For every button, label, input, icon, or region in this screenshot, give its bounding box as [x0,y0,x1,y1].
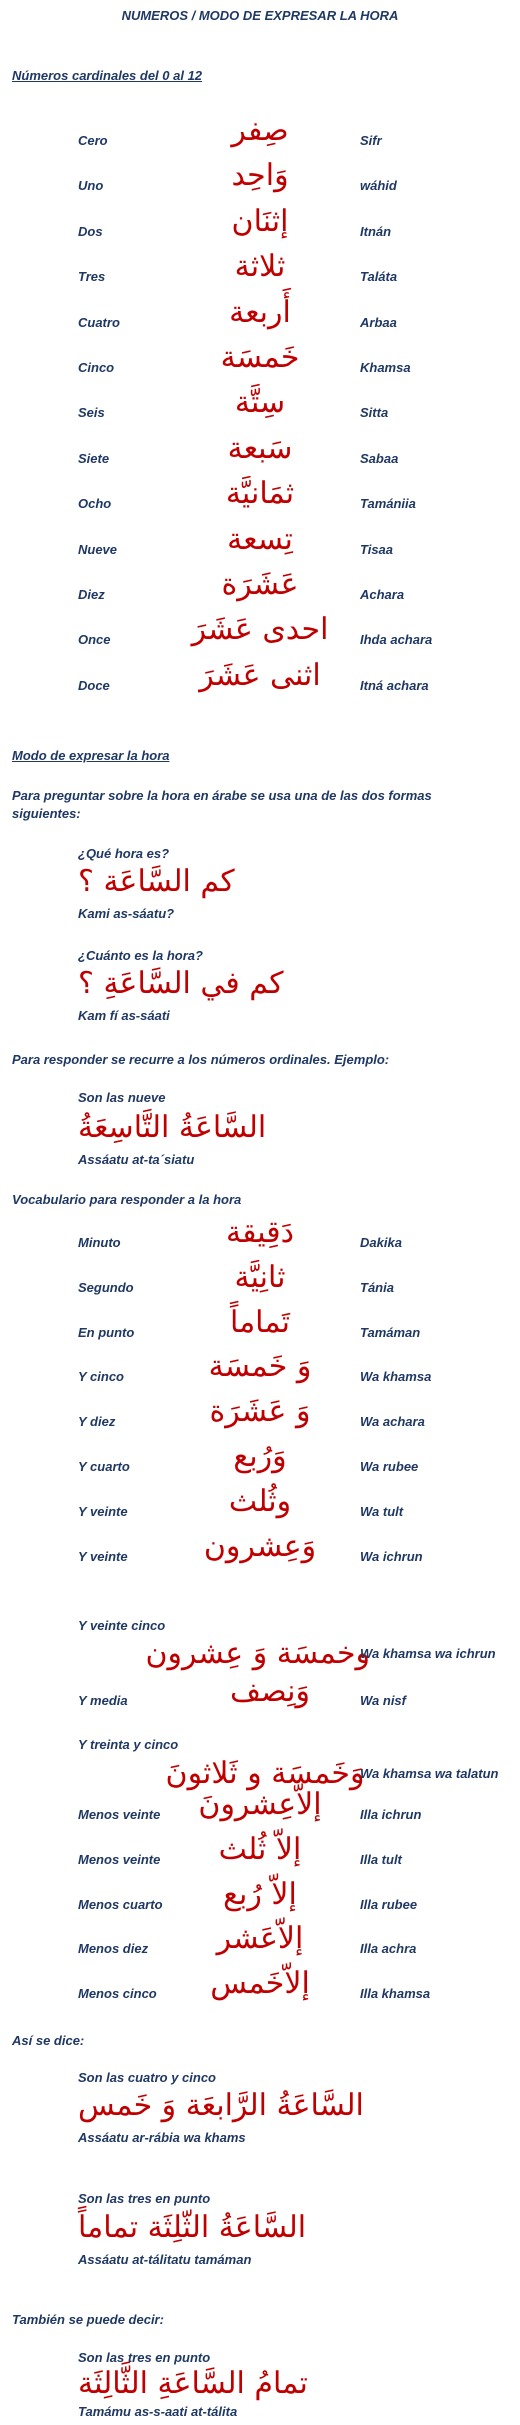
vocab-row-arabic: وَ خَمسَة [208,1349,312,1385]
number-row-arabic: صِفر [231,113,289,148]
number-row-translit: Itnán [360,223,392,239]
number-row-translit: Sabaa [360,450,399,466]
number-row-arabic: خَمسَة [220,340,300,375]
vocab-row-label: En punto [78,1324,135,1340]
menos-row-arabic: إلاّ رُبع [223,1876,297,1912]
question-1-translit: Kami as-sáatu? [78,906,175,921]
example-label: Son las nueve [78,1090,166,1105]
vocab-row-label: Segundo [78,1279,134,1295]
number-row-arabic: اثنى عَشَرَ [199,657,321,693]
tambien-arabic: تمامُ السَّاعَةِ الثَّالِثَة [78,2366,308,2401]
question-2-label: ¿Cuánto es la hora? [78,948,203,963]
vocab-row-arabic: وَ عَشَرَة [209,1394,311,1430]
number-row-label: Tres [78,269,106,285]
number-row-arabic: إثنَان [231,203,289,239]
vocab-row-label: Y diez [78,1414,116,1430]
respond-text: Para responder se recurre a los números ordinales. Ejemplo: [12,1052,390,1067]
tambien-label: Son las tres en punto [78,2350,211,2365]
tambien-heading: También se puede decir: [12,2312,164,2327]
number-row-label: Cero [78,133,108,148]
menos-row-translit: Illa achra [360,1941,417,1957]
asi-ex1-translit: Assáatu ar-rábia wa khams [78,2130,246,2145]
number-row-arabic: سِتَّة [234,385,286,421]
number-row-translit: Taláta [360,269,398,285]
treinta-cinco-translit: Wa khamsa wa talatun [360,1766,499,1781]
menos-row-label: Menos diez [78,1941,149,1957]
asi-ex2-arabic: السَّاعَةُ الثّلِثَة تماماً [78,2210,307,2245]
page-title: NUMEROS / MODO DE EXPRESAR LA HORA [121,8,399,23]
menos-row-label: Menos veinte [78,1851,161,1867]
number-row-translit: Tisaa [360,541,394,557]
number-row-arabic: تِسعة [227,521,293,557]
time-intro-2: siguientes: [12,806,81,821]
number-row-translit: Sifr [360,133,382,148]
example-arabic: السَّاعَةُ التَّاسِعَةُ [78,1110,267,1145]
number-row-arabic: عَشَرَة [221,567,299,602]
vocab-row-arabic: ثانِيَّة [234,1259,286,1295]
menos-row-translit: Illa khamsa [360,1986,431,2002]
number-row-label: Once [78,632,111,648]
vocab-row-translit: Wa rubee [360,1459,419,1474]
number-row-arabic: احدى عَشَرَ [191,612,329,648]
question-1-label: ¿Qué hora es? [78,846,170,861]
number-row-arabic: وَاحِد [231,158,289,194]
vocab-row-translit: Wa ichrun [360,1548,423,1564]
vocab-row-translit: Wa khamsa [360,1369,432,1385]
vocab-row-label: Y cinco [78,1369,125,1385]
time-heading: Modo de expresar la hora [12,748,170,763]
question-1-arabic: كم السَّاعَة ؟ [78,864,235,899]
treinta-cinco-label: Y treinta y cinco [78,1737,179,1752]
number-row-label: Seis [78,405,105,421]
number-row-arabic: ثلاثة [234,249,286,285]
menos-row-translit: Illa rubee [360,1896,418,1912]
asi-ex1-label: Son las cuatro y cinco [78,2070,216,2085]
media-arabic: وَنِصف [230,1674,310,1709]
menos-row-translit: Illa tult [360,1851,402,1867]
asi-heading: Así se dice: [12,2033,85,2048]
number-row-translit: Achara [360,587,405,602]
asi-ex2-label: Son las tres en punto [78,2191,211,2206]
vocab-row-arabic: وثُلث [228,1483,292,1519]
numbers-heading: Números cardinales del 0 al 12 [12,68,203,83]
veinte-cinco-label: Y veinte cinco [78,1618,166,1633]
example-translit: Assáatu at-ta´siatu [78,1152,195,1167]
veinte-cinco-translit: Wa khamsa wa ichrun [360,1646,496,1661]
vocab-row-label: Y veinte [78,1503,128,1519]
time-intro: Para preguntar sobre la hora en árabe se usa una de las dos formas [12,788,432,803]
veinte-cinco-arabic: وخمسَة وَ عِشرون [145,1636,370,1671]
vocab-row-label: Y cuarto [78,1459,130,1474]
tambien-translit: Tamámu as-s-aati at-tálita [78,2404,238,2419]
number-row-arabic: ثمَانيَّة [225,476,295,512]
treinta-cinco-arabic: وَخَمسَة و ثَلاثونَ [165,1756,365,1791]
number-row-translit: Itná achara [360,677,429,693]
vocab-row-arabic: دَقِيقة [225,1215,294,1250]
vocab-row-arabic: وَرُبع [233,1439,287,1474]
number-row-translit: Tamániia [360,496,416,512]
number-row-translit: Khamsa [360,360,411,375]
number-row-translit: Arbaa [360,314,397,330]
number-row-label: Dos [78,223,103,239]
number-row-label: Nueve [78,541,118,557]
number-row-translit: Sitta [360,405,389,421]
vocab-row-arabic: تَماماً [229,1304,291,1340]
vocab-row-label: Y veinte [78,1548,128,1564]
vocab-heading: Vocabulario para responder a la hora [12,1192,242,1207]
number-row-label: Doce [78,677,110,693]
question-2-arabic: كم في السَّاعَةِ ؟ [78,966,284,1001]
media-label: Y media [78,1693,128,1708]
menos-row-arabic: إلاّخَمس [210,1966,310,2002]
number-row-translit: Ihda achara [360,632,433,648]
number-row-label: Cinco [78,360,115,375]
number-row-arabic: سَبعة [227,430,293,466]
media-translit: Wa nisf [360,1693,406,1708]
number-row-label: Cuatro [78,314,120,330]
menos-row-label: Menos cuarto [78,1896,163,1912]
number-row-label: Diez [78,587,105,602]
asi-ex2-translit: Assáatu at-tálitatu tamáman [78,2252,252,2267]
menos-row-arabic: إلاّعَشر [216,1921,304,1957]
vocab-row-translit: Tamáman [360,1324,421,1340]
vocab-row-translit: Wa tult [360,1503,404,1519]
number-row-arabic: أَربعة [229,294,291,330]
number-row-label: Uno [78,178,104,194]
asi-ex1-arabic: السَّاعَةُ الرَّابعَة وَ خَمس [78,2088,364,2123]
vocab-row-translit: Wa achara [360,1414,425,1430]
question-2-translit: Kam fí as-sáati [78,1008,170,1023]
vocab-row-arabic: وَعِشرون [203,1528,317,1564]
number-row-label: Ocho [78,496,112,512]
number-row-translit: wáhid [360,178,397,194]
vocab-row-translit: Tánia [360,1279,394,1295]
menos-row-arabic: إلاّ ثُلث [218,1831,302,1867]
number-row-label: Siete [78,450,110,466]
vocab-row-translit: Dakika [360,1235,402,1250]
vocab-row-label: Minuto [78,1235,121,1250]
menos-row-arabic: إلاّعِشرونَ [198,1787,322,1822]
menos-row-label: Menos cinco [78,1986,157,2002]
menos-row-label: Menos veinte [78,1807,161,1822]
menos-row-translit: Illa ichrun [360,1807,422,1822]
